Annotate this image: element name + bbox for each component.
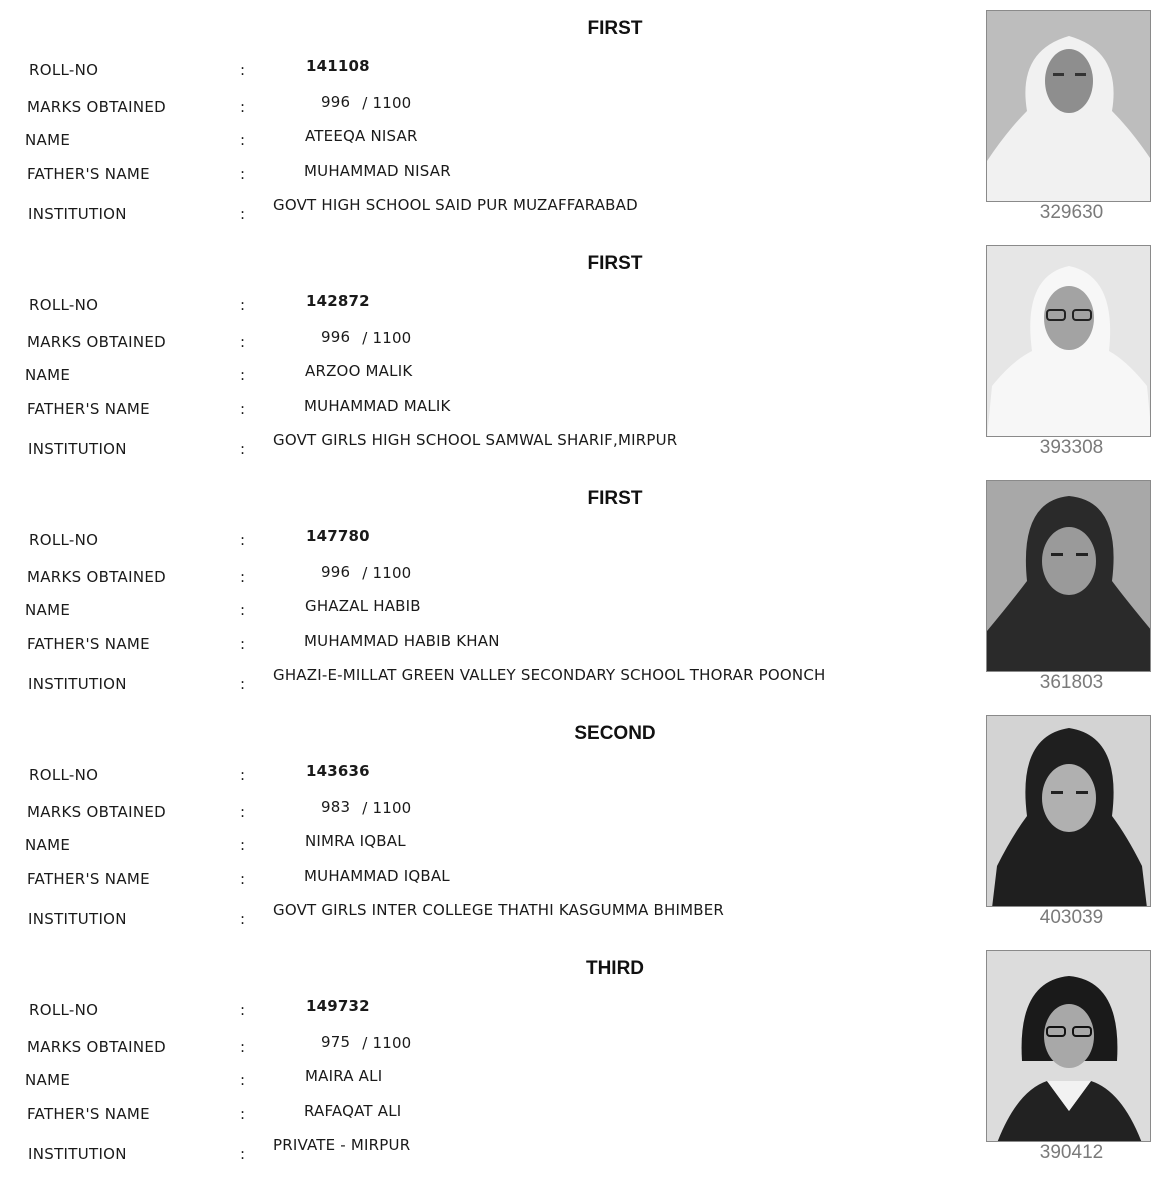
- colon-separator: :: [240, 910, 246, 928]
- marks-score: 996: [321, 93, 351, 111]
- marks-total: / 1100: [362, 1034, 412, 1052]
- marks-obtained-value: [321, 93, 411, 111]
- marks-total: / 1100: [362, 564, 412, 582]
- marks-obtained-label: MARKS OBTAINED: [27, 1038, 166, 1056]
- colon-separator: :: [240, 836, 246, 854]
- colon-separator: :: [240, 366, 246, 384]
- colon-separator: :: [240, 635, 246, 653]
- colon-separator: :: [240, 1145, 246, 1163]
- father-name-label: FATHER'S NAME: [27, 870, 150, 888]
- colon-separator: :: [240, 1001, 246, 1019]
- colon-separator: :: [240, 1071, 246, 1089]
- photo-id: 361803: [1039, 672, 1104, 693]
- colon-separator: :: [240, 400, 246, 418]
- father-name-label: FATHER'S NAME: [27, 400, 150, 418]
- position-heading: FIRST: [587, 253, 643, 274]
- position-heading: FIRST: [587, 488, 643, 509]
- name-label: NAME: [25, 1071, 71, 1089]
- institution-value: PRIVATE - MIRPUR: [273, 1136, 411, 1154]
- roll-no-value: 149732: [306, 997, 370, 1015]
- roll-no-value: 141108: [306, 57, 370, 75]
- student-name: MAIRA ALI: [305, 1067, 383, 1085]
- marks-score: 996: [321, 328, 351, 346]
- result-record: [0, 235, 1170, 470]
- photo-id: 403039: [1039, 907, 1104, 928]
- photo-id: 390412: [1039, 1142, 1104, 1163]
- colon-separator: :: [240, 766, 246, 784]
- institution-label: INSTITUTION: [28, 675, 127, 693]
- roll-no-value: 142872: [306, 292, 370, 310]
- position-heading: SECOND: [574, 723, 656, 744]
- marks-score: 983: [321, 798, 351, 816]
- father-name-value: MUHAMMAD MALIK: [304, 397, 451, 415]
- marks-obtained-label: MARKS OBTAINED: [27, 333, 166, 351]
- name-label: NAME: [25, 836, 71, 854]
- roll-no-label: ROLL-NO: [29, 296, 99, 314]
- colon-separator: :: [240, 568, 246, 586]
- institution-label: INSTITUTION: [28, 910, 127, 928]
- result-record: [0, 0, 1170, 235]
- institution-value: GOVT GIRLS HIGH SCHOOL SAMWAL SHARIF,MIRPUR: [273, 431, 678, 449]
- colon-separator: :: [240, 205, 246, 223]
- colon-separator: :: [240, 61, 246, 79]
- result-record: [0, 705, 1170, 940]
- student-photo: [986, 950, 1151, 1142]
- institution-value: GOVT GIRLS INTER COLLEGE THATHI KASGUMMA BHIMBER: [273, 901, 725, 919]
- marks-total: / 1100: [362, 94, 412, 112]
- colon-separator: :: [240, 296, 246, 314]
- father-name-label: FATHER'S NAME: [27, 165, 150, 183]
- roll-no-value: 143636: [306, 762, 370, 780]
- father-name-value: MUHAMMAD IQBAL: [304, 867, 450, 885]
- name-label: NAME: [25, 601, 71, 619]
- father-name-value: MUHAMMAD NISAR: [304, 162, 451, 180]
- marks-total: / 1100: [362, 799, 412, 817]
- roll-no-label: ROLL-NO: [29, 766, 99, 784]
- marks-total: / 1100: [362, 329, 412, 347]
- colon-separator: :: [240, 803, 246, 821]
- student-name: NIMRA IQBAL: [305, 832, 406, 850]
- student-photo: [986, 245, 1151, 437]
- institution-value: GHAZI-E-MILLAT GREEN VALLEY SECONDARY SCHOOL THORAR POONCH: [273, 666, 826, 684]
- institution-label: INSTITUTION: [28, 440, 127, 458]
- colon-separator: :: [240, 440, 246, 458]
- photo-id: 329630: [1039, 202, 1104, 223]
- colon-separator: :: [240, 131, 246, 149]
- marks-obtained-label: MARKS OBTAINED: [27, 803, 166, 821]
- colon-separator: :: [240, 675, 246, 693]
- colon-separator: :: [240, 601, 246, 619]
- position-heading: FIRST: [587, 18, 643, 39]
- marks-obtained-value: [321, 328, 411, 346]
- colon-separator: :: [240, 98, 246, 116]
- position-heading: THIRD: [585, 958, 645, 979]
- father-name-label: FATHER'S NAME: [27, 1105, 150, 1123]
- colon-separator: :: [240, 531, 246, 549]
- name-label: NAME: [25, 366, 71, 384]
- name-label: NAME: [25, 131, 71, 149]
- father-name-value: MUHAMMAD HABIB KHAN: [304, 632, 500, 650]
- institution-value: GOVT HIGH SCHOOL SAID PUR MUZAFFARABAD: [273, 196, 638, 214]
- colon-separator: :: [240, 1105, 246, 1123]
- roll-no-value: 147780: [306, 527, 370, 545]
- father-name-label: FATHER'S NAME: [27, 635, 150, 653]
- student-name: GHAZAL HABIB: [305, 597, 421, 615]
- result-record: [0, 940, 1170, 1175]
- result-record: [0, 470, 1170, 705]
- institution-label: INSTITUTION: [28, 1145, 127, 1163]
- student-photo: [986, 480, 1151, 672]
- roll-no-label: ROLL-NO: [29, 1001, 99, 1019]
- marks-obtained-value: [321, 798, 411, 816]
- roll-no-label: ROLL-NO: [29, 61, 99, 79]
- student-name: ATEEQA NISAR: [305, 127, 418, 145]
- marks-score: 996: [321, 563, 351, 581]
- photo-id: 393308: [1039, 437, 1104, 458]
- roll-no-label: ROLL-NO: [29, 531, 99, 549]
- student-name: ARZOO MALIK: [305, 362, 413, 380]
- colon-separator: :: [240, 1038, 246, 1056]
- colon-separator: :: [240, 333, 246, 351]
- student-photo: [986, 715, 1151, 907]
- marks-obtained-value: [321, 563, 411, 581]
- institution-label: INSTITUTION: [28, 205, 127, 223]
- marks-obtained-label: MARKS OBTAINED: [27, 98, 166, 116]
- colon-separator: :: [240, 165, 246, 183]
- marks-obtained-value: [321, 1033, 411, 1051]
- father-name-value: RAFAQAT ALI: [304, 1102, 402, 1120]
- marks-obtained-label: MARKS OBTAINED: [27, 568, 166, 586]
- student-photo: [986, 10, 1151, 202]
- marks-score: 975: [321, 1033, 351, 1051]
- colon-separator: :: [240, 870, 246, 888]
